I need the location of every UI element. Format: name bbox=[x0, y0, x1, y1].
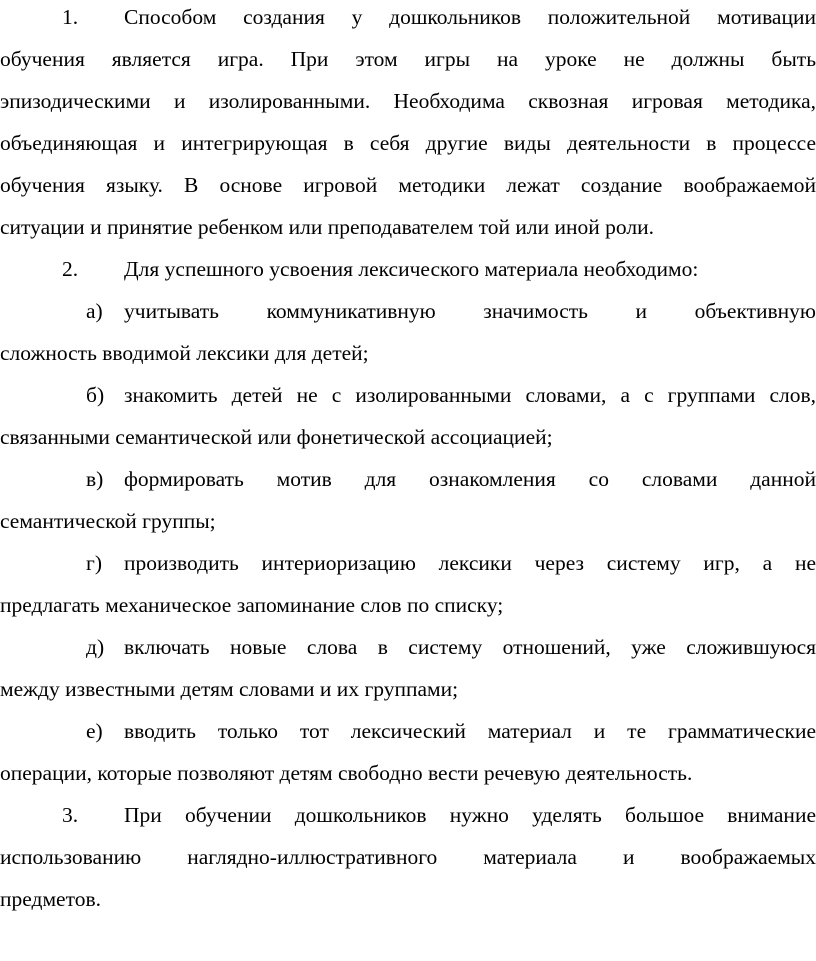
list-marker: 1. bbox=[62, 5, 79, 29]
paragraph-1-line-6: ситуации и принятие ребенком или преподавателем той или иной роли. bbox=[0, 215, 654, 239]
list-marker: б) bbox=[86, 383, 105, 407]
paragraph-text: Для успешного усвоения лексического материала необходимо: bbox=[124, 257, 699, 281]
list-marker: д) bbox=[86, 635, 105, 659]
list-marker: 2. bbox=[62, 257, 79, 281]
list-item-d-line-2: между известными детям словами и их группами; bbox=[0, 677, 459, 701]
list-marker: г) bbox=[86, 551, 102, 575]
list-marker: в) bbox=[86, 467, 104, 491]
paragraph-1-line-3: эпизодическими и изолированными. Необходима сквозная игровая методика, bbox=[0, 89, 816, 113]
list-item-text: формировать мотив для ознакомления со словами данной bbox=[124, 467, 816, 491]
list-marker: 3. bbox=[62, 803, 79, 827]
paragraph-text: Способом создания у дошкольников положительной мотивации bbox=[124, 5, 816, 29]
list-item-g-line-1 bbox=[0, 542, 816, 584]
list-item-text: знакомить детей не с изолированными словами, а с группами слов, bbox=[124, 383, 816, 407]
list-marker: е) bbox=[86, 719, 103, 743]
list-item-a-line-1 bbox=[0, 290, 816, 332]
paragraph-1-line-1 bbox=[0, 0, 816, 38]
list-item-d-line-1 bbox=[0, 626, 816, 668]
paragraph-1-line-2: обучения является игра. При этом игры на уроке не должны быть bbox=[0, 47, 816, 71]
list-item-e-line-2: операции, которые позволяют детям свободно вести речевую деятельность. bbox=[0, 761, 693, 785]
list-item-g-line-2: предлагать механическое запоминание слов по списку; bbox=[0, 593, 504, 617]
list-item-v-line-2: семантической группы; bbox=[0, 509, 216, 533]
paragraph-1-line-5: обучения языку. В основе игровой методики лежат создание воображаемой bbox=[0, 173, 816, 197]
list-item-b-line-2: связанными семантической или фонетической ассоциацией; bbox=[0, 425, 553, 449]
paragraph-3-line-2: использованию наглядно-иллюстративного материала и воображаемых bbox=[0, 845, 816, 869]
list-item-text: производить интериоризацию лексики через систему игр, а не bbox=[124, 551, 816, 575]
paragraph-text: При обучении дошкольников нужно уделять большое внимание bbox=[124, 803, 816, 827]
paragraph-2-line-1 bbox=[0, 248, 816, 290]
list-marker: а) bbox=[86, 299, 103, 323]
list-item-e-line-1 bbox=[0, 710, 816, 752]
paragraph-3-line-3: предметов. bbox=[0, 887, 101, 911]
list-item-text: вводить только тот лексический материал и те грамматические bbox=[124, 719, 816, 743]
list-item-a-line-2: сложность вводимой лексики для детей; bbox=[0, 341, 369, 365]
list-item-text: включать новые слова в систему отношений, уже сложившуюся bbox=[124, 635, 816, 659]
paragraph-1-line-4: объединяющая и интегрирующая в себя другие виды деятельности в процессе bbox=[0, 131, 816, 155]
list-item-v-line-1 bbox=[0, 458, 816, 500]
paragraph-3-line-1 bbox=[0, 794, 816, 836]
list-item-b-line-1 bbox=[0, 374, 816, 416]
list-item-text: учитывать коммуникативную значимость и объективную bbox=[124, 299, 816, 323]
